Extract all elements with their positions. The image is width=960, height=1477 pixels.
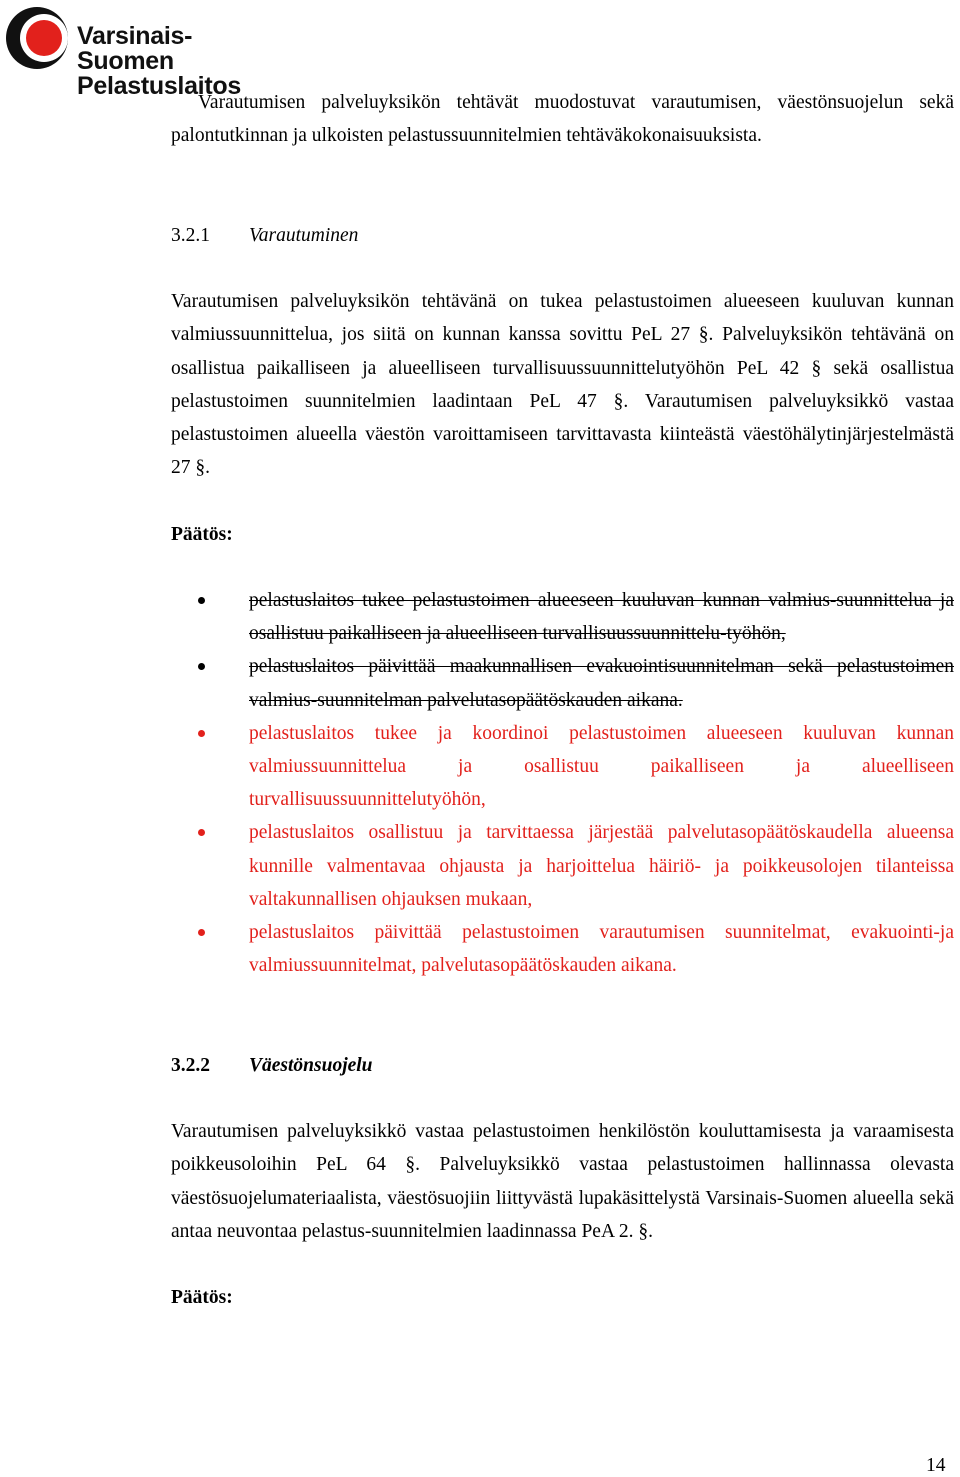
struck-list-item: pelastuslaitos tukee pelastustoimen alueeseen kuuluvan kunnan valmius-suunnittelua ja osallistuu paikalliseen ja alueelliseen turvallisuussuunnittelu-työhön, bbox=[171, 584, 954, 650]
pelastuslaitos-logo bbox=[3, 2, 283, 100]
section-number: 3.2.1 bbox=[171, 224, 210, 246]
logo-line-2: Pelastuslaitos bbox=[77, 72, 241, 100]
revised-list-item: pelastuslaitos tukee ja koordinoi pelastustoimen alueeseen kuuluvan kunnan valmiussuunnittelua ja osallistuu paikalliseen ja alueelliseen turvallisuussuunnittelutyöhön, bbox=[171, 717, 954, 817]
decision-label: Päätös: bbox=[171, 523, 233, 545]
section-number: 3.2.2 bbox=[171, 1054, 210, 1076]
revised-list-item: pelastuslaitos päivittää pelastustoimen varautumisen suunnitelmat, evakuointi-ja valmiussuunnitelmat, palvelutasopäätöskauden aikana. bbox=[171, 916, 954, 982]
logo-line-1: Varsinais-Suomen bbox=[77, 22, 193, 75]
struck-list-item: pelastuslaitos päivittää maakunnallisen evakuointisuunnitelman sekä pelastustoimen valmius-suunnitelman palvelutasopäätöskauden aikana. bbox=[171, 650, 954, 716]
section-title: Väestönsuojelu bbox=[249, 1054, 373, 1076]
varautuminen-paragraph: Varautumisen palveluyksikön tehtävänä on tukea pelastustoimen alueeseen kuuluvan kunnan valmiussuunnittelua, jos siitä on kunnan kanssa sovittu PeL 27 §. Palveluyksikön tehtävänä on osallistua paikalliseen ja alueelliseen turvallisuussuunnittelutyöhön PeL 42 § sekä osallistua pelastustoimen suunnitelmien laadintaan PeL 47 §. Varautumisen palveluyksikkö vastaa pelastustoimen alueella väestön varoittamiseen tarvittavasta kiinteästä väestöhälytinjärjestelmästä 27 §. bbox=[171, 291, 954, 479]
revised-list-item: pelastuslaitos osallistuu ja tarvittaessa järjestää palvelutasopäätöskaudella alueensa kunnille valmentavaa ohjausta ja harjoittelua häiriö- ja poikkeusolojen tilanteissa valtakunnallisen ohjauksen mukaan, bbox=[171, 816, 954, 916]
logo-emblem-icon bbox=[3, 2, 73, 74]
decision-label: Päätös: bbox=[171, 1287, 233, 1309]
vaestonsuojelu-paragraph: Varautumisen palveluyksikkö vastaa pelastustoimen henkilöstön kouluttamisesta ja varaamisesta poikkeusoloihin PeL 64 §. Palveluyksikkö vastaa pelastustoimen hallinnassa olevasta väestösuojelumateriaalista, väestösuojiin liittyvästä lupakäsittelystä Varsinais-Suomen alueella sekä antaa neuvontaa pelastus-suunnitelmien laadinnassa PeA 2. §. bbox=[171, 1121, 954, 1242]
document-body bbox=[171, 86, 954, 1314]
page-number: 14 bbox=[926, 1455, 946, 1476]
intro-paragraph: Varautumisen palveluyksikön tehtävät muodostuvat varautumisen, väestönsuojelun sekä palontutkinnan ja ulkoisten pelastussuunnitelmien tehtäväkokonaisuuksista. bbox=[171, 92, 954, 147]
section-title: Varautuminen bbox=[249, 224, 359, 246]
section-heading-vaestonsuojelu bbox=[171, 1049, 954, 1082]
decision-list bbox=[171, 584, 954, 982]
section-heading-varautuminen bbox=[171, 219, 954, 252]
